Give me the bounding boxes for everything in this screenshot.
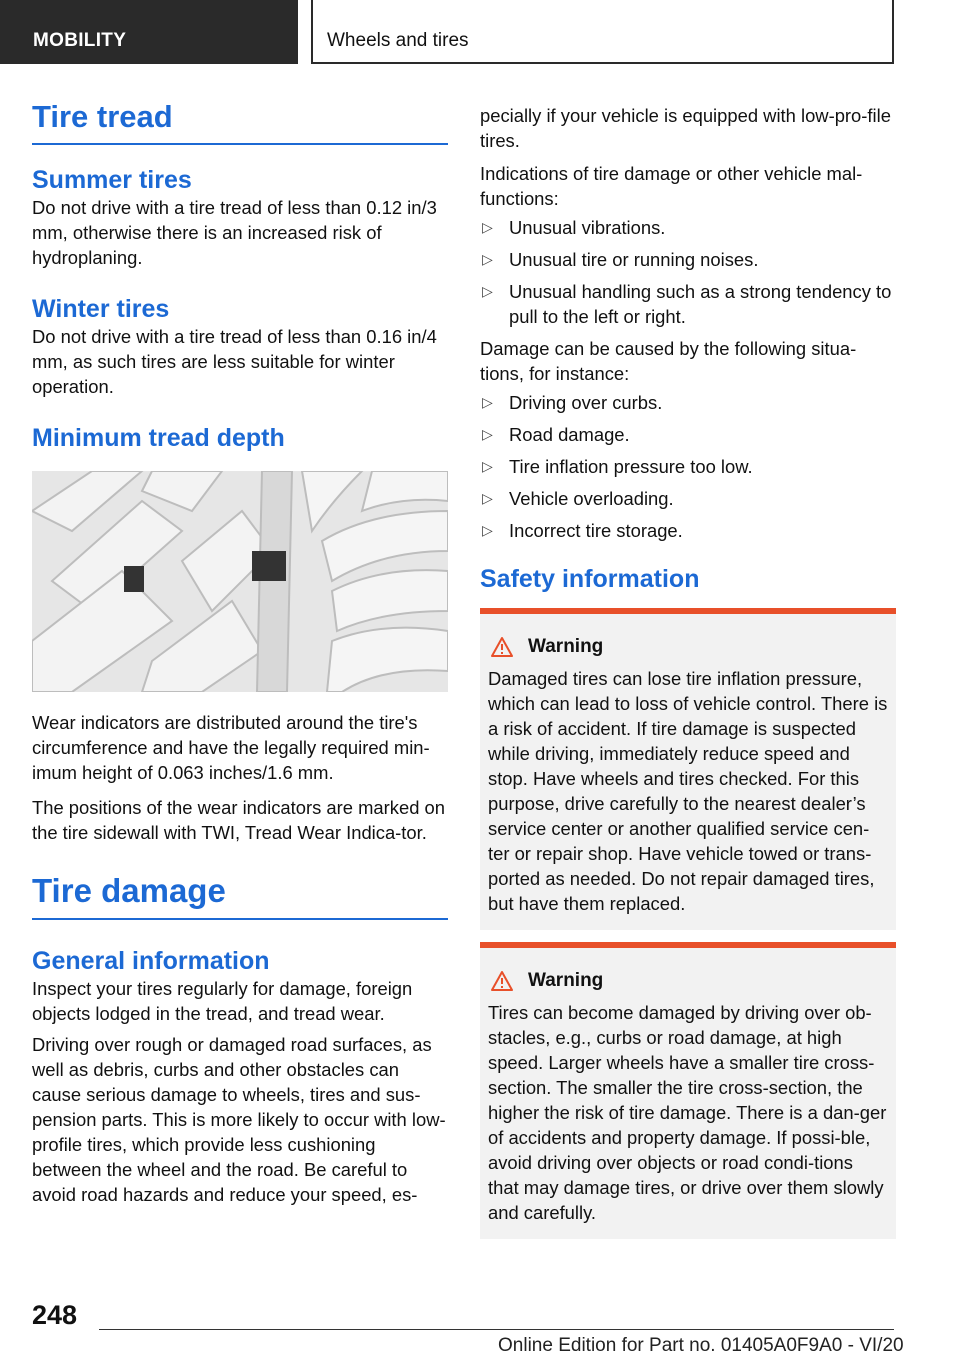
- page-number: 248: [32, 1300, 78, 1330]
- list-item: ▷ Unusual vibrations.: [482, 217, 666, 238]
- paragraph-general-inspect: Inspect your tires regularly for damage, foreign objects lodged in the tread, and tread wear.: [32, 978, 413, 1025]
- heading-general-information: General information: [32, 947, 270, 976]
- bullet-triangle-icon: ▷: [482, 490, 493, 506]
- bullet-triangle-icon: ▷: [482, 394, 493, 410]
- tread-wear-indicator-illustration: [32, 471, 448, 692]
- right-column: [480, 103, 896, 1239]
- paragraph-winter-tires: Do not drive with a tire tread of less than 0.16 in/4 mm, as such tires are less suitable for winter operation.: [32, 326, 437, 398]
- paragraph-low-profile-continued: pecially if your vehicle is equipped with low-pro-file tires.: [480, 105, 891, 151]
- bullet-triangle-icon: ▷: [482, 219, 493, 235]
- heading-winter-tires: Winter tires: [32, 295, 170, 324]
- warning-box-obstacles: [480, 942, 896, 1239]
- list-item: ▷ Unusual tire or running noises.: [482, 249, 759, 270]
- warning-title: Warning: [528, 636, 604, 657]
- list-item: ▷ Unusual handling such as a strong tendency to pull to the left or right.: [482, 281, 892, 327]
- warning-triangle-icon: [490, 970, 514, 992]
- list-item: ▷ Incorrect tire storage.: [482, 520, 683, 541]
- bullet-triangle-icon: ▷: [482, 251, 493, 267]
- warning-text: Tires can become damaged by driving over ob-stacles, e.g., curbs or road damage, at high speed. Larger wheels have a smaller tire cross-section. The smaller the tire cross-section, the higher the risk of tire damage. There is a dan-ger of accidents and property damage. If possi-ble, avoid driving over objects or road condi-tions that may damage tires, or drive over them slowly and carefully.: [488, 1002, 887, 1223]
- paragraph-wear-indicator-positions: The positions of the wear indicators are marked on the tire sidewall with TWI, Tread Wear Indica-tor.: [32, 797, 445, 844]
- paragraph-damage-indications: Indications of tire damage or other vehicle mal-functions:: [480, 163, 863, 209]
- bullet-triangle-icon: ▷: [482, 426, 493, 442]
- header-section-tab: [0, 0, 298, 64]
- warning-box-damaged-tires: [480, 608, 896, 930]
- heading-minimum-tread-depth: Minimum tread depth: [32, 424, 285, 453]
- footer-edition-text: Online Edition for Part no. 01405A0F9A0 - VI/20: [498, 1335, 904, 1356]
- bullet-triangle-icon: ▷: [482, 522, 493, 538]
- heading-tire-damage: Tire damage: [32, 873, 448, 920]
- header-chapter-label: Wheels and tires: [327, 30, 469, 51]
- list-item: ▷ Tire inflation pressure too low.: [482, 456, 753, 477]
- paragraph-damage-causes: Damage can be caused by the following situa-tions, for instance:: [480, 338, 857, 384]
- causes-list: [480, 390, 896, 543]
- paragraph-wear-indicators: Wear indicators are distributed around the tire's circumference and have the legally required min-imum height of 0.063 inches/1.6 mm.: [32, 712, 430, 784]
- bullet-triangle-icon: ▷: [482, 283, 493, 299]
- footer-divider: [99, 1329, 894, 1330]
- paragraph-general-driving: Driving over rough or damaged road surfaces, as well as debris, curbs and other obstacles can cause serious damage to wheels, tires and sus-pension parts. This is more likely to occur with low-profile tires, which provide less cushioning between the wheel and the road. Be careful to avoid road hazards and reduce your speed, es-: [32, 1034, 446, 1206]
- list-item: ▷ Vehicle overloading.: [482, 488, 674, 509]
- warning-text: Damaged tires can lose tire inflation pressure, which can lead to loss of vehicle control. There is a risk of accident. If tire damage is suspected while driving, immediately reduce speed and stop. Have wheels and tires checked. For this purpose, drive carefully to the nearest dealer’s service center or another qualified service cen-ter or repair shop. Have vehicle towed or trans-ported as needed. Do not repair damaged tires, but have them replaced.: [488, 668, 888, 914]
- heading-summer-tires: Summer tires: [32, 166, 192, 195]
- heading-safety-information: Safety information: [480, 565, 700, 593]
- list-item: ▷ Road damage.: [482, 424, 630, 445]
- header-chapter-tab: [311, 0, 894, 64]
- tire-tread-image: [32, 471, 448, 692]
- bullet-triangle-icon: ▷: [482, 458, 493, 474]
- heading-tire-tread: Tire tread: [32, 100, 448, 145]
- warning-triangle-icon: [490, 636, 514, 658]
- paragraph-summer-tires: Do not drive with a tire tread of less than 0.12 in/3 mm, otherwise there is an increased risk of hydroplaning.: [32, 197, 437, 269]
- left-column: [32, 100, 448, 1207]
- indications-list: [480, 215, 896, 329]
- header-section-label: MOBILITY: [33, 30, 127, 51]
- warning-title: Warning: [528, 970, 604, 991]
- list-item: ▷ Driving over curbs.: [482, 392, 663, 413]
